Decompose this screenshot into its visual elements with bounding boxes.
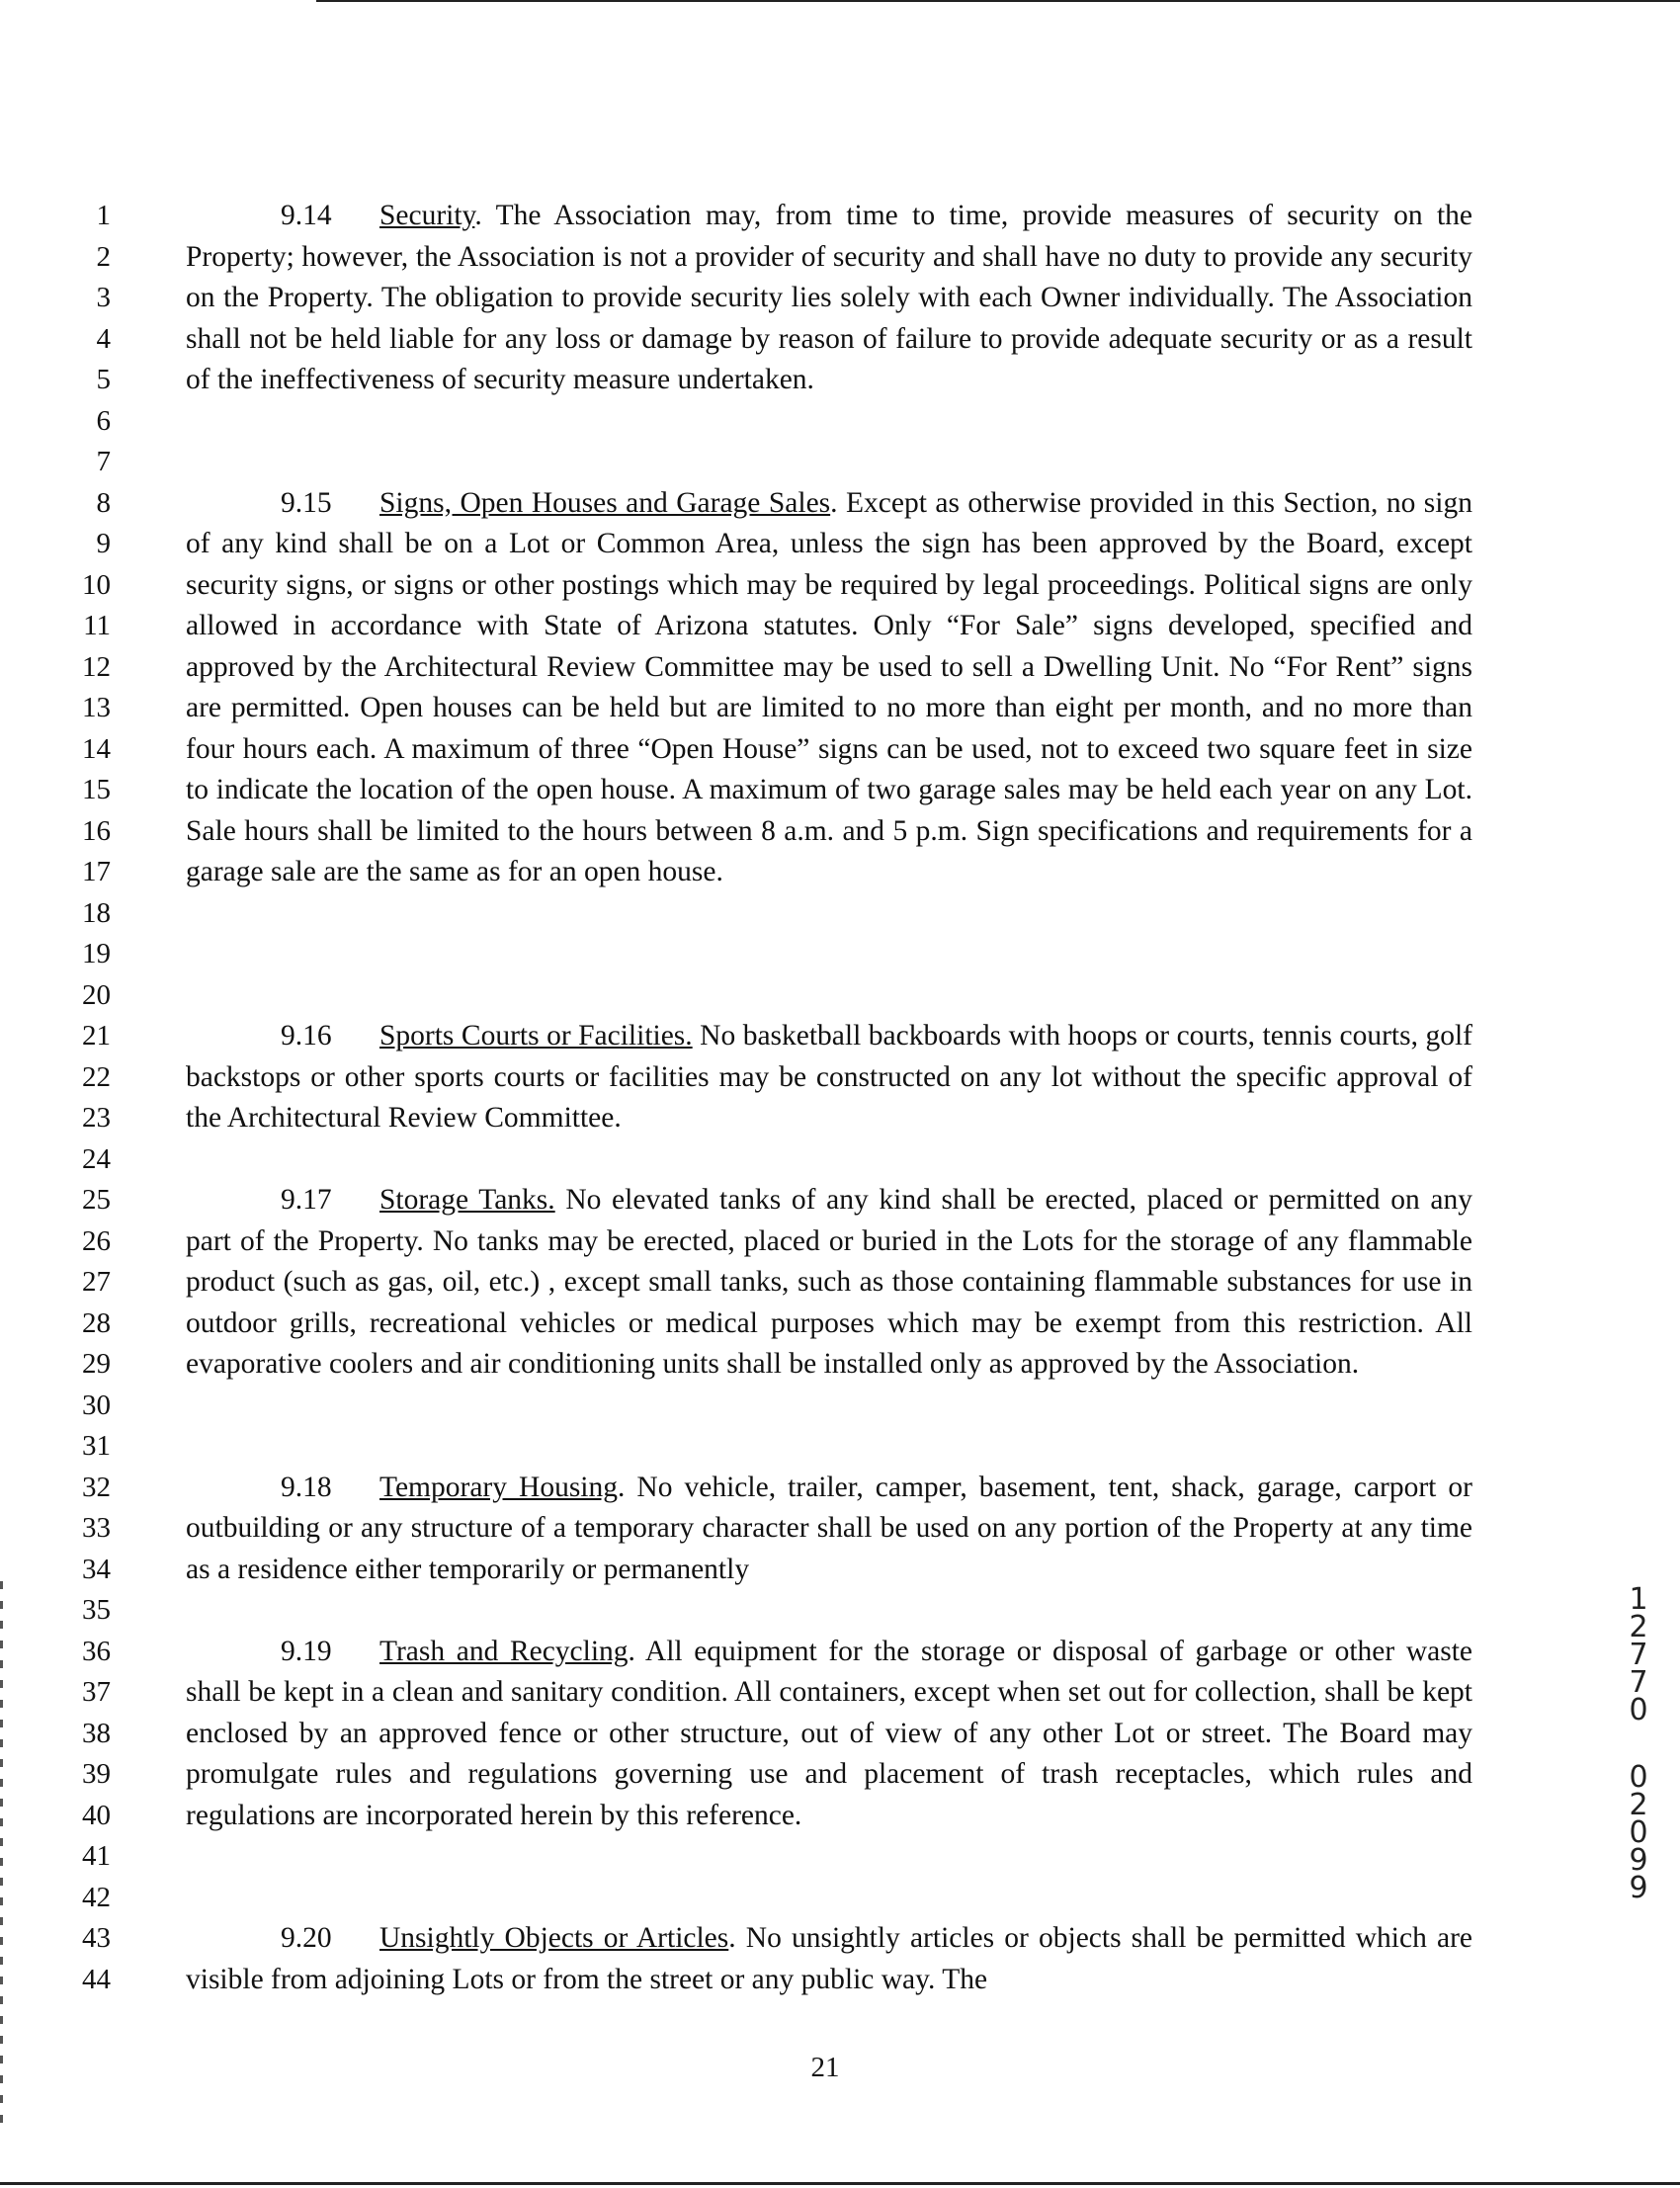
line-number: 9 (96, 528, 111, 559)
line-number: 24 (82, 1142, 111, 1175)
line-number: 28 (82, 1306, 111, 1339)
stamp-digit: 2 (1629, 1788, 1648, 1822)
line-number: 29 (82, 1348, 111, 1380)
section-9-15 (186, 483, 1472, 893)
section-title: Trash and Recycling (379, 1635, 629, 1667)
stamp-digit: 0 (1629, 1760, 1648, 1795)
line-number: 36 (82, 1635, 111, 1667)
section-number: 9.17 (281, 1184, 332, 1216)
section-body: Except as otherwise provided in this Section, no sign of any kind shall be on a Lot or Common Area, unless the sign has been approved by the Board, except security signs, or signs or other postings which may be required by legal proceedings. Political signs are only allowed in accordance with State of Arizona statutes. Only “For Sale” signs developed, specified and approved by the Architectural Review Committee may be used to sell a Dwelling Unit. No “For Rent” signs are permitted. Open houses can be held but are limited to no more than eight per month, and no more than four hours each. A maximum of three “Open House” signs can be used, not to exceed two square feet in size to indicate the location of the open house. A maximum of two garage sales may be held each year on any Lot. Sale hours shall be limited to the hours between 8 a.m. and 5 p.m. Sign specifications and requirements for a garage sale are the same as for an open house. (186, 486, 1472, 887)
stamp-gap (1621, 1725, 1656, 1764)
line-number: 1 (96, 200, 111, 231)
section-9-14 (186, 196, 1472, 401)
section-number: 9.16 (281, 1020, 332, 1052)
stamp-digit: 9 (1629, 1843, 1648, 1878)
line-number: 42 (82, 1881, 111, 1913)
page-number: 21 (810, 2052, 840, 2083)
section-title-punct: . (474, 200, 482, 231)
section-title: Temporary Housing (379, 1471, 619, 1503)
line-number: 23 (82, 1102, 111, 1134)
section-number: 9.18 (281, 1471, 332, 1503)
stamp-digit: 1 (1629, 1582, 1648, 1617)
stamp-digit: 7 (1629, 1638, 1648, 1672)
line-number: 22 (82, 1060, 111, 1093)
line-number: 21 (82, 1020, 111, 1052)
line-number: 31 (82, 1430, 111, 1462)
line-number: 44 (82, 1963, 111, 1995)
stamp-digit: 9 (1629, 1871, 1648, 1905)
section-title: Sports Courts or Facilities. (379, 1020, 693, 1052)
line-number: 25 (82, 1184, 111, 1216)
section-9-17 (186, 1180, 1472, 1386)
section-9-18 (186, 1468, 1472, 1591)
line-number: 17 (82, 856, 111, 887)
section-title: Security (379, 200, 475, 231)
stamp-digit: 0 (1629, 1815, 1648, 1850)
section-body: No vehicle, trailer, camper, basement, tent, shack, garage, carport or outbuilding or any structure of a temporary character shall be used on any portion of the Property at any time as a residence either temporarily or permanently (186, 1471, 1472, 1585)
section-title: Signs, Open Houses and Garage Sales (379, 486, 831, 519)
line-number: 26 (82, 1224, 111, 1257)
line-number: 33 (82, 1512, 111, 1544)
section-title-punct: . (628, 1635, 635, 1667)
section-9-20 (186, 1918, 1472, 2000)
line-number: 5 (96, 364, 111, 395)
line-number: 39 (82, 1758, 111, 1790)
line-number: 10 (82, 568, 111, 601)
section-number: 9.19 (281, 1635, 332, 1667)
stamp-digit: 2 (1629, 1610, 1648, 1644)
top-border-line (316, 0, 1680, 2)
line-number: 15 (82, 774, 111, 805)
stamp-digit: 7 (1629, 1665, 1648, 1700)
section-number: 9.15 (281, 486, 332, 519)
line-number: 43 (82, 1922, 111, 1954)
line-number: 7 (96, 446, 111, 477)
line-number: 6 (96, 404, 111, 437)
line-number: 37 (82, 1676, 111, 1708)
section-body: No unsightly articles or objects shall be permitted which are visible from adjoining Lots or from the street or any public way. The (186, 1922, 1472, 1995)
section-title: Storage Tanks. (379, 1184, 555, 1216)
section-body: No basketball backboards with hoops or courts, tennis courts, golf backstops or other sports courts or facilities may be constructed on any lot without the specific approval of the Architectural Review Committee. (186, 1020, 1472, 1134)
line-number: 3 (96, 282, 111, 313)
line-number: 19 (82, 938, 111, 969)
section-9-16 (186, 1016, 1472, 1139)
bottom-border-line (0, 2182, 1680, 2185)
line-number: 41 (82, 1840, 111, 1872)
line-number: 27 (82, 1266, 111, 1298)
line-number: 40 (82, 1799, 111, 1831)
line-number: 34 (82, 1553, 111, 1585)
recording-number-stamp (1621, 1582, 1656, 1905)
stamp-digit: 0 (1629, 1693, 1648, 1727)
section-title-punct: . (830, 486, 838, 519)
line-number: 11 (83, 610, 111, 641)
line-number: 4 (96, 322, 111, 355)
section-body: All equipment for the storage or disposal of garbage or other waste shall be kept in a clean and sanitary condition. All containers, except when set out for collection, shall be kept enclosed by an approved fence or other structure, out of view of any other Lot or street. The Board may promulgate rules and regulations governing use and placement of trash receptacles, which rules and regulations are incorporated herein by this reference. (186, 1635, 1472, 1831)
section-title: Unsightly Objects or Articles (379, 1922, 729, 1954)
line-number: 32 (82, 1471, 111, 1503)
section-number: 9.14 (281, 200, 332, 231)
line-number: 16 (82, 814, 111, 847)
line-number: 38 (82, 1717, 111, 1749)
line-number: 14 (82, 732, 111, 765)
line-number: 12 (82, 650, 111, 683)
section-9-19 (186, 1632, 1472, 1837)
section-body: The Association may, from time to time, provide measures of security on the Property; however, the Association is not a provider of security and shall have no duty to provide any security on the Property. The obligation to provide security lies solely with each Owner individually. The Association shall not be held liable for any loss or damage by reason of failure to provide adequate security or as a result of the ineffectiveness of security measure undertaken. (186, 200, 1472, 395)
line-number: 35 (82, 1594, 111, 1626)
section-number: 9.20 (281, 1922, 332, 1954)
section-title-punct: . (728, 1922, 736, 1954)
section-body: No elevated tanks of any kind shall be erected, placed or permitted on any part of the Property. No tanks may be erected, placed or buried in the Lots for the storage of any flammable product (such as gas, oil, etc.) , except small tanks, such as those containing flammable substances for use in outdoor grills, recreational vehicles or medical purposes which may be exempt from this restriction. All evaporative coolers and air conditioning units shall be installed only as approved by the Association. (186, 1184, 1472, 1380)
line-number: 8 (96, 486, 111, 519)
line-number: 30 (82, 1389, 111, 1421)
line-number: 18 (82, 896, 111, 929)
section-title-punct: . (618, 1471, 626, 1503)
line-number: 20 (82, 978, 111, 1011)
line-number: 2 (96, 240, 111, 273)
line-number: 13 (82, 692, 111, 723)
